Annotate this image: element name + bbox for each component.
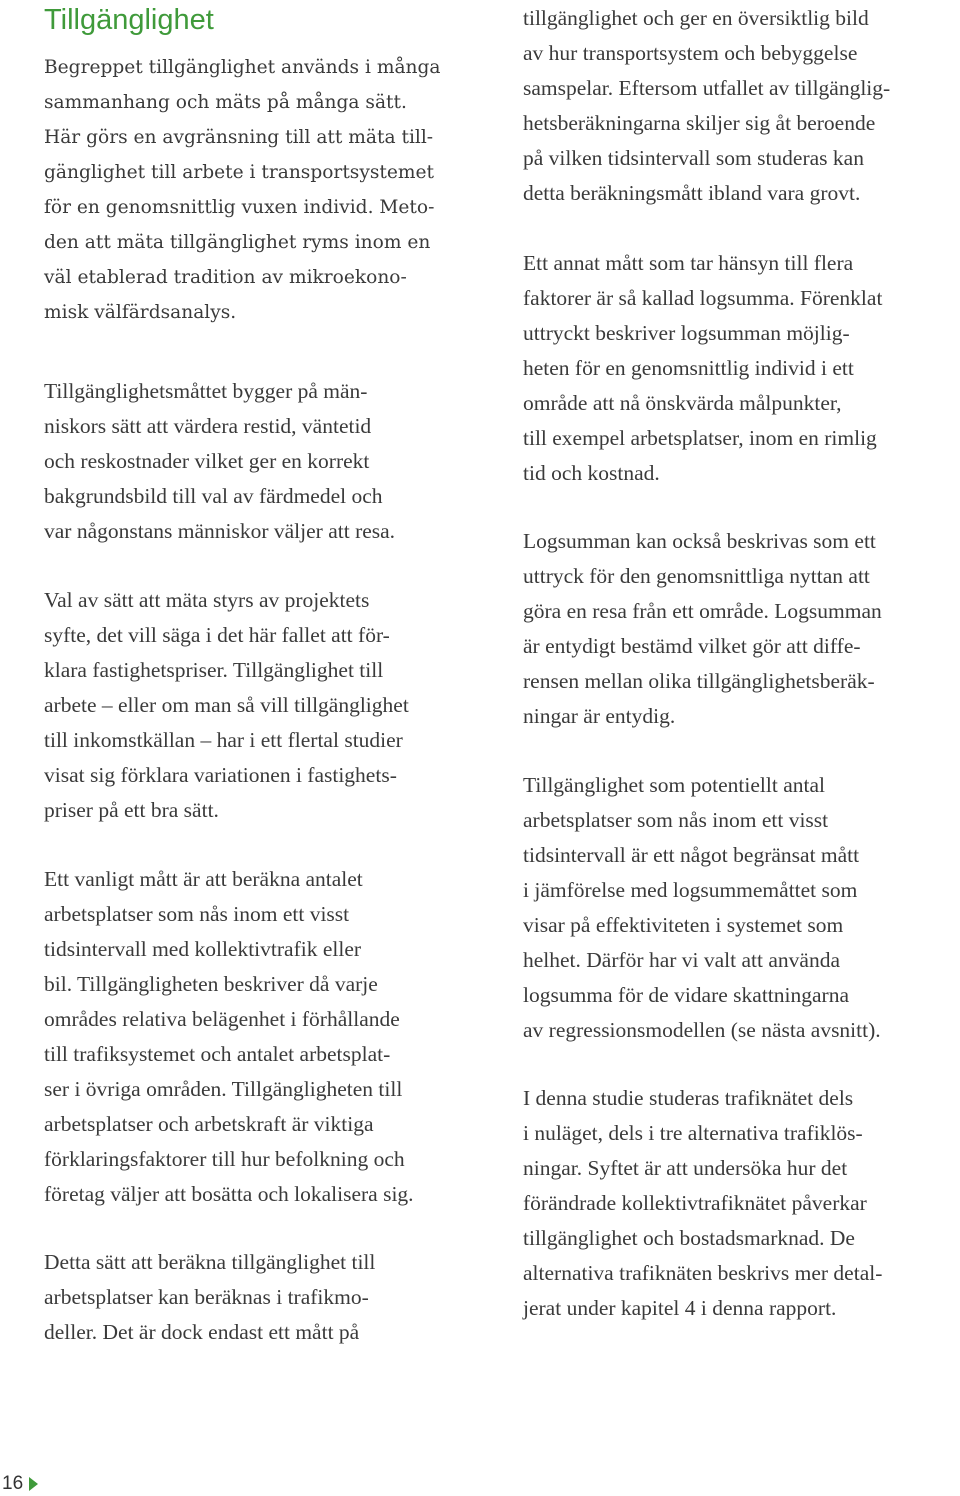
- text-line: tillgänglighet och ger en översiktlig bild: [523, 6, 869, 30]
- text-line: förändrade kollektivtrafiknätet påverkar: [523, 1191, 867, 1215]
- paragraph-study-scope: [523, 1081, 882, 1326]
- text-line: var någonstans människor väljer att resa.: [44, 519, 396, 543]
- text-line: heten för en genomsnittlig individ i ett: [523, 356, 854, 380]
- text-line: niskors sätt att värdera restid, väntetid: [44, 414, 372, 438]
- text-line: uttryckt beskriver logsumman möjlig-: [523, 321, 850, 345]
- text-line: logsumma för de vidare skattningarna: [523, 983, 849, 1007]
- paragraph-common-measure: [44, 862, 414, 1212]
- text-line: till trafiksystemet och antalet arbetsplat-: [44, 1042, 391, 1066]
- text-line: visar på effektiviteten i systemet som: [523, 913, 844, 937]
- page-heading: Tillgänglighet: [44, 4, 214, 36]
- text-line: områdes relativa belägenhet i förhållande: [44, 1007, 400, 1031]
- text-line: i jämförelse med logsummemåttet som: [523, 878, 858, 902]
- text-line: företag väljer att bosätta och lokalisera sig.: [44, 1182, 414, 1206]
- text-line: område att nå önskvärda målpunkter,: [523, 391, 842, 415]
- text-line: den att mäta tillgänglighet ryms inom en: [44, 232, 431, 253]
- text-line: ningar är entydig.: [523, 704, 676, 728]
- text-line: Tillgänglighet som potentiellt antal: [523, 773, 825, 797]
- text-line: bakgrundsbild till val av färdmedel och: [44, 484, 383, 508]
- text-line: Detta sätt att beräkna tillgänglighet till: [44, 1250, 376, 1274]
- text-line: jerat under kapitel 4 i denna rapport.: [523, 1296, 837, 1320]
- text-line: tidsintervall med kollektivtrafik eller: [44, 937, 362, 961]
- text-line: i nuläget, dels i tre alternativa trafiklös-: [523, 1121, 863, 1145]
- text-line: detta beräkningsmått ibland vara grovt.: [523, 181, 861, 205]
- text-line: priser på ett bra sätt.: [44, 798, 219, 822]
- text-line: av regressionsmodellen (se nästa avsnitt).: [523, 1018, 881, 1042]
- text-line: hetsberäkningarna skiljer sig åt beroende: [523, 111, 876, 135]
- text-line: alternativa trafiknäten beskrivs mer detal-: [523, 1261, 883, 1285]
- text-line: arbetsplatser som nås inom ett visst: [44, 902, 350, 926]
- text-line: I denna studie studeras trafiknätet dels: [523, 1086, 854, 1110]
- text-line: Val av sätt att mäta styrs av projektets: [44, 588, 370, 612]
- text-line: bil. Tillgängligheten beskriver då varje: [44, 972, 378, 996]
- text-line: för en genomsnittlig vuxen individ. Meto-: [44, 197, 435, 218]
- text-line: ningar. Syftet är att undersöka hur det: [523, 1156, 848, 1180]
- text-line: tid och kostnad.: [523, 461, 660, 485]
- text-line: väl etablerad tradition av mikroekono-: [44, 267, 407, 288]
- text-line: och reskostnader vilket ger en korrekt: [44, 449, 370, 473]
- text-line: Ett vanligt mått är att beräkna antalet: [44, 867, 363, 891]
- text-line: arbete – eller om man så vill tillgänglighet: [44, 693, 409, 717]
- paragraph-intro: [44, 50, 441, 330]
- paragraph-logsum: [523, 246, 882, 491]
- paragraph-measure: [44, 374, 395, 549]
- text-line: helhet. Därför har vi valt att använda: [523, 948, 840, 972]
- text-line: samspelar. Eftersom utfallet av tillgänglig-: [523, 76, 891, 100]
- text-line: på vilken tidsintervall som studeras kan: [523, 146, 864, 170]
- text-line: Ett annat mått som tar hänsyn till flera: [523, 251, 854, 275]
- page-footer: [0, 1472, 38, 1496]
- text-line: arbetsplatser som nås inom ett visst: [523, 808, 829, 832]
- paragraph-logsum-utility: [523, 524, 882, 734]
- text-line: gänglighet till arbete i transportsystemet: [44, 162, 434, 183]
- paragraph-overview: [523, 1, 890, 211]
- text-line: rensen mellan olika tillgänglighetsberäk-: [523, 669, 875, 693]
- text-line: förklaringsfaktorer till hur befolkning och: [44, 1147, 405, 1171]
- text-line: uttryck för den genomsnittliga nyttan att: [523, 564, 870, 588]
- text-line: Begreppet tillgänglighet används i många: [44, 57, 441, 78]
- text-line: faktorer är så kallad logsumma. Förenklat: [523, 286, 883, 310]
- text-line: ser i övriga områden. Tillgängligheten till: [44, 1077, 403, 1101]
- paragraph-purpose: [44, 583, 409, 828]
- page-number: 16: [2, 1473, 24, 1494]
- text-line: syfte, det vill säga i det här fallet att för-: [44, 623, 390, 647]
- text-line: tidsintervall är ett något begränsat mått: [523, 843, 860, 867]
- text-line: av hur transportsystem och bebyggelse: [523, 41, 858, 65]
- text-line: sammanhang och mäts på många sätt.: [44, 92, 407, 113]
- text-line: arbetsplatser kan beräknas i trafikmo-: [44, 1285, 369, 1309]
- text-line: göra en resa från ett område. Logsumman: [523, 599, 882, 623]
- text-line: Logsumman kan också beskrivas som ett: [523, 529, 876, 553]
- text-line: visat sig förklara variationen i fastighets-: [44, 763, 397, 787]
- next-arrow-icon: [29, 1477, 38, 1491]
- text-line: till exempel arbetsplatser, inom en rimlig: [523, 426, 877, 450]
- text-line: tillgänglighet och bostadsmarknad. De: [523, 1226, 855, 1250]
- text-line: arbetsplatser och arbetskraft är viktiga: [44, 1112, 374, 1136]
- text-line: Här görs en avgränsning till att mäta till-: [44, 127, 434, 148]
- text-line: Tillgänglighetsmåttet bygger på män-: [44, 379, 368, 403]
- text-line: är entydigt bestämd vilket gör att diffe-: [523, 634, 861, 658]
- paragraph-comparison: [523, 768, 881, 1048]
- text-line: till inkomstkällan – har i ett flertal studier: [44, 728, 403, 752]
- text-line: deller. Det är dock endast ett mått på: [44, 1320, 360, 1344]
- text-line: misk välfärdsanalys.: [44, 302, 237, 323]
- paragraph-traffic-models: [44, 1245, 375, 1350]
- text-line: klara fastighetspriser. Tillgänglighet till: [44, 658, 384, 682]
